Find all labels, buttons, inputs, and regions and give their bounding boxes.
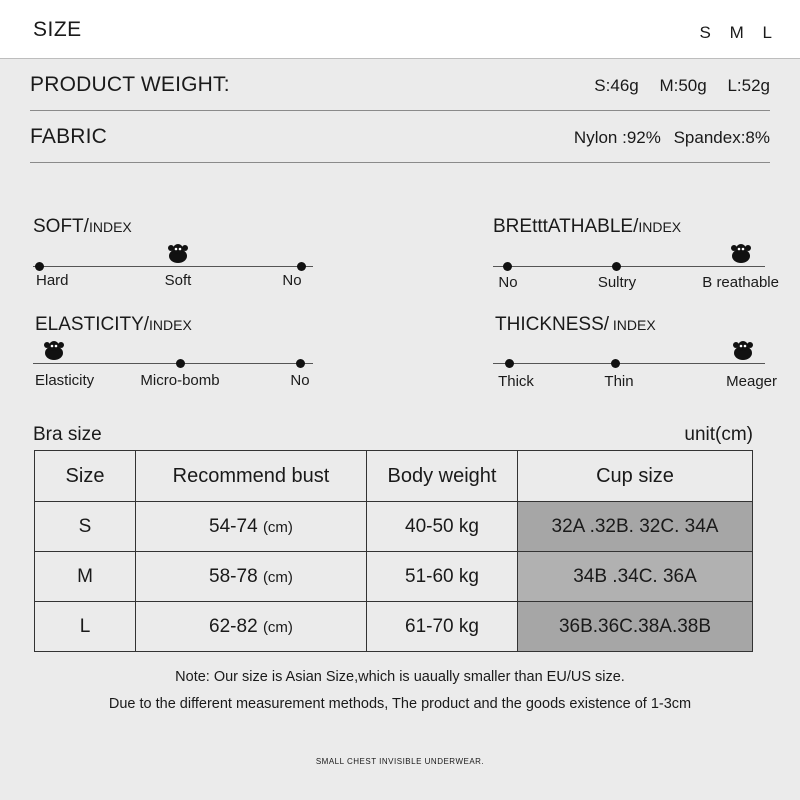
weight-s: S:46g xyxy=(594,76,639,95)
product-weight-values xyxy=(578,76,770,96)
product-weight-row xyxy=(30,58,770,111)
soft-index-title: SOFT/INDEX xyxy=(33,216,132,237)
unit-label: unit(cm) xyxy=(684,424,753,445)
elasticity-tick-micro: Micro-bomb xyxy=(140,372,220,389)
thickness-tick-meager: Meager xyxy=(726,373,777,390)
size-header xyxy=(0,0,800,59)
breathable-scale xyxy=(493,266,765,267)
footer-caption: SMALL CHEST INVISIBLE UNDERWEAR. xyxy=(315,757,485,766)
thickness-index-title: THICKNESS/ INDEX xyxy=(495,314,656,335)
cell-bust: 62-82 (cm) xyxy=(136,602,367,652)
breathable-tick-breathable: B reathable xyxy=(702,274,779,291)
cell-cup: 32A .32B. 32C. 34A xyxy=(518,502,753,552)
cell-weight: 61-70 kg xyxy=(367,602,518,652)
table-header-row xyxy=(35,451,753,502)
elasticity-tick-no: No xyxy=(290,372,310,389)
fabric-spandex: Spandex:8% xyxy=(673,128,770,147)
table-row xyxy=(35,602,753,652)
elasticity-index-title: ELASTICITY/INDEX xyxy=(35,314,192,335)
table-row xyxy=(35,552,753,602)
bra-size-table xyxy=(34,450,753,652)
cell-size: L xyxy=(35,602,136,652)
elasticity-tick-elasticity: Elasticity xyxy=(35,372,95,389)
breathable-dot-no xyxy=(503,262,512,271)
cell-cup: 36B.36C.38A.38B xyxy=(518,602,753,652)
soft-tick-soft: Soft xyxy=(164,272,192,289)
size-m: M xyxy=(729,23,744,42)
header-size: Size xyxy=(35,451,136,502)
cell-cup: 34B .34C. 36A xyxy=(518,552,753,602)
size-s: S xyxy=(699,23,711,42)
elasticity-selected-icon xyxy=(41,339,67,361)
cell-size: S xyxy=(35,502,136,552)
size-note: Note: Our size is Asian Size,which is uaually smaller than EU/US size. xyxy=(175,669,625,685)
fabric-row xyxy=(30,110,770,163)
soft-dot-hard xyxy=(35,262,44,271)
size-options xyxy=(686,23,772,43)
header-bust: Recommend bust xyxy=(136,451,367,502)
breathable-index-title: BREtttATHABLE/INDEX xyxy=(493,216,682,237)
weight-m: M:50g xyxy=(659,76,707,95)
thickness-dot-thick xyxy=(505,359,514,368)
cell-bust: 54-74 (cm) xyxy=(136,502,367,552)
header-cup: Cup size xyxy=(518,451,753,502)
header-weight: Body weight xyxy=(367,451,518,502)
elasticity-dot-micro xyxy=(176,359,185,368)
breathable-tick-no: No xyxy=(498,274,518,291)
soft-scale xyxy=(33,266,313,267)
size-l: L xyxy=(762,23,772,42)
thickness-dot-thin xyxy=(611,359,620,368)
elasticity-dot-no xyxy=(296,359,305,368)
elasticity-scale xyxy=(33,363,313,364)
table-row xyxy=(35,502,753,552)
soft-tick-hard: Hard xyxy=(36,272,69,289)
size-title: SIZE xyxy=(33,18,82,41)
fabric-label: FABRIC xyxy=(30,125,108,148)
thickness-tick-thick: Thick xyxy=(498,373,534,390)
weight-l: L:52g xyxy=(727,76,770,95)
fabric-nylon: Nylon :92% xyxy=(573,128,661,147)
cell-weight: 51-60 kg xyxy=(367,552,518,602)
thickness-scale xyxy=(493,363,765,364)
soft-dot-no xyxy=(297,262,306,271)
cell-bust: 58-78 (cm) xyxy=(136,552,367,602)
breathable-dot-sultry xyxy=(612,262,621,271)
fabric-values xyxy=(558,128,770,148)
thickness-selected-icon xyxy=(730,339,756,361)
thickness-tick-thin: Thin xyxy=(604,373,634,390)
cell-weight: 40-50 kg xyxy=(367,502,518,552)
breathable-tick-sultry: Sultry xyxy=(597,274,637,291)
cell-size: M xyxy=(35,552,136,602)
breathable-selected-icon xyxy=(728,242,754,264)
soft-tick-no: No xyxy=(282,272,302,289)
soft-selected-icon xyxy=(165,242,191,264)
product-weight-label: PRODUCT WEIGHT: xyxy=(30,73,230,96)
bra-size-title: Bra size xyxy=(33,424,102,445)
measurement-note: Due to the different measurement methods, The product and the goods existence of 1-3cm xyxy=(108,696,692,712)
